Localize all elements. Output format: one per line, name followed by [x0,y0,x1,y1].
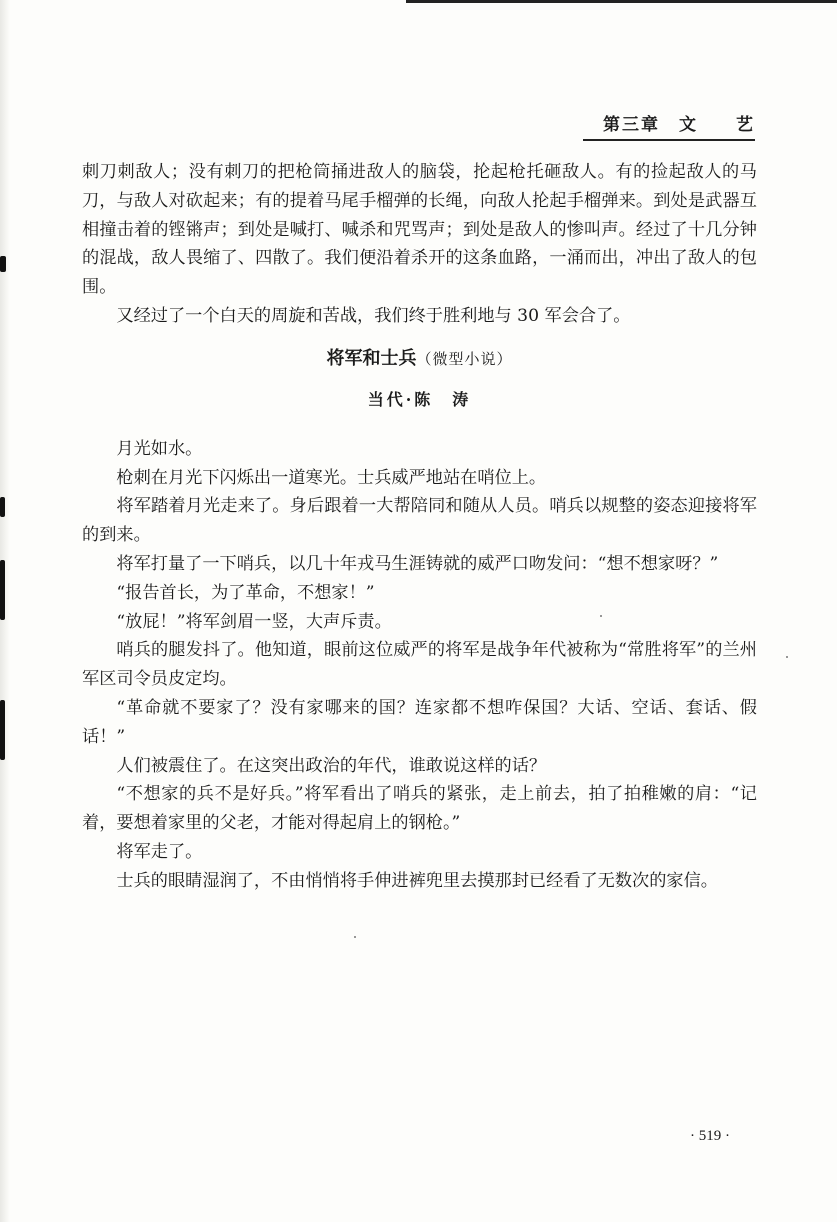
binding-mark [0,560,5,620]
author-line: 当代·陈 涛 [367,389,472,409]
scan-speck [786,656,788,658]
scan-speck [354,936,356,938]
paragraph: “不想家的兵不是好兵。”将军看出了哨兵的紧张，走上前去，拍了拍稚嫩的肩：“记着，要想着家里的父老，才能对得起肩上的钢枪。” [82,784,757,834]
running-header: 第三章 文 艺 [583,113,755,141]
binding-mark [0,256,6,272]
paragraph: “报告首长，为了革命，不想家！” [116,582,375,603]
paragraph: “革命就不要家了？没有家哪来的国？连家都不想咋保国？大话、空话、套话、假话！” [82,697,757,747]
paragraph: 士兵的眼睛湿润了，不由悄悄将手伸进裤兜里去摸那封已经看了无数次的家信。 [116,870,718,891]
page-number: · 519 · [690,1128,730,1144]
paragraph: 将军踏着月光走来了。身后跟着一大帮陪同和随从人员。哨兵以规整的姿态迎接将军的到来。 [82,496,757,546]
paragraph: 人们被震住了。在这突出政治的年代，谁敢说这样的话？ [116,755,547,776]
section-subtitle: （微型小说） [416,349,513,368]
paragraph: 月光如水。 [116,438,203,459]
paragraph: 哨兵的腿发抖了。他知道，眼前这位威严的将军是战争年代被称为“常胜将军”的兰州军区司令员皮定均。 [82,640,757,690]
paragraph: 将军打量了一下哨兵，以几十年戎马生涯铸就的威严口吻发问：“想不想家呀？” [116,553,719,574]
paragraph: 枪刺在月光下闪烁出一道寒光。士兵威严地站在哨位上。 [116,467,547,488]
binding-mark [0,700,5,760]
binding-mark [0,497,5,517]
paragraph: 刺刀刺敌人；没有刺刀的把枪筒捅进敌人的脑袋，抡起枪托砸敌人。有的捡起敌人的马刀，与敌人对砍起来；有的提着马尾手榴弹的长绳，向敌人抡起手榴弹来。到处是武器互相撞击着的铿锵声；到处是喊打、喊杀和咒骂声；到处是敌人的惨叫声。经过了十几分钟的混战，敌人畏缩了、四散了。我们便沿着杀开的这条血路，一涌而出，冲出了敌人的包围。 [82,162,757,298]
paragraph: 又经过了一个白天的周旋和苦战，我们终于胜利地与 30 军会合了。 [116,305,631,326]
section-title-text: 将军和士兵 [326,347,417,369]
page-content [82,158,757,896]
top-rule [406,0,837,3]
paragraph: “放屁！”将军剑眉一竖，大声斥责。 [116,611,392,632]
paragraph: 将军走了。 [116,841,203,862]
section-title [82,345,757,373]
